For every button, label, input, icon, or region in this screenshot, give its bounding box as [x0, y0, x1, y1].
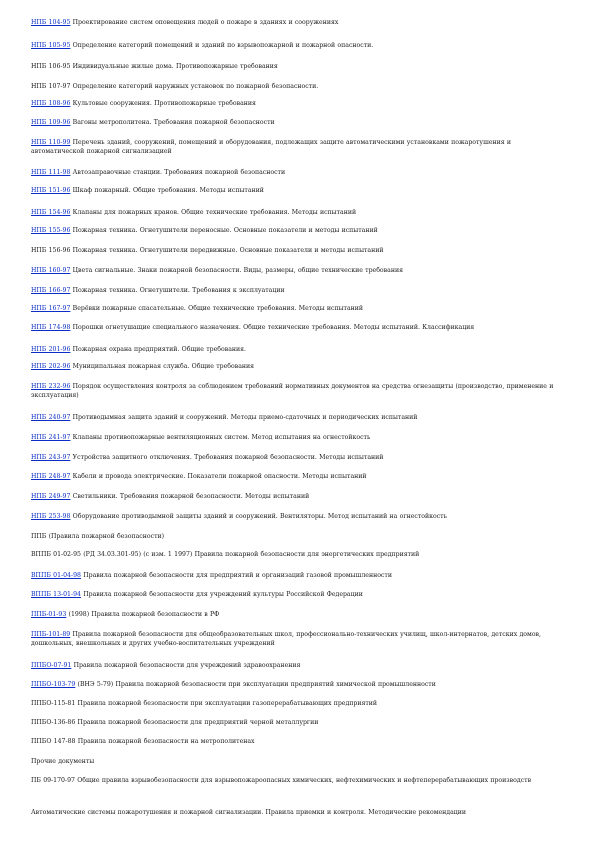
list-item	[31, 680, 563, 689]
document-title: (ВНЭ 5-79) Правила пожарной безопасности при эксплуатации предприятий химической промышленности	[75, 681, 436, 688]
list-item	[31, 590, 563, 599]
document-link[interactable]: ППБ-101-89	[31, 631, 71, 638]
document-link[interactable]: НПБ 202-96	[31, 363, 71, 370]
list-item	[31, 138, 563, 156]
list-item	[31, 550, 563, 559]
document-link[interactable]: ВППБ 13-01-94	[31, 591, 81, 598]
document-code: ППБО 147-88	[31, 738, 76, 745]
document-link[interactable]: НПБ 174-98	[31, 324, 71, 331]
list-item	[31, 208, 563, 217]
section-heading	[31, 532, 563, 541]
document-link[interactable]: НПБ 167-97	[31, 305, 71, 312]
document-link[interactable]: ППБ-01-93	[31, 611, 67, 618]
list-item	[31, 41, 563, 50]
list-item	[31, 453, 563, 462]
document-title: Перечень зданий, сооружений, помещений и оборудования, подлежащих защите автоматическими установками пожаротушения и автоматической пожарной сигнализацией	[31, 139, 512, 155]
document-title: Автоматические системы пожаротушения и пожарной сигнализации. Правила приемки и контроля. Методические рекомендации	[31, 809, 467, 816]
document-link[interactable]: НПБ 154-96	[31, 209, 71, 216]
document-title: Светильники. Требования пожарной безопасности. Методы испытаний	[70, 493, 310, 500]
document-title: Правила пожарной безопасности для предприятий и организаций газовой промышленности	[80, 572, 392, 579]
document-link[interactable]: НПБ 151-96	[31, 187, 71, 194]
document-title: (РД 34.03.301-95) (с изм. 1 1997) Правила пожарной безопасности для энергетических предприятий	[80, 551, 420, 558]
list-item	[31, 62, 563, 71]
list-item	[31, 82, 563, 91]
document-code: ПБ 09-170-97	[31, 777, 75, 784]
document-title: Автозаправочные станции. Требования пожарной безопасности	[70, 169, 286, 176]
document-title: Определение категорий наружных установок по пожарной безопасности.	[70, 83, 319, 90]
document-title: (1998) Правила пожарной безопасности в РФ	[66, 611, 220, 618]
list-item	[31, 345, 563, 354]
document-link[interactable]: ППБО-07-91	[31, 662, 72, 669]
document-link[interactable]: НПБ 104-95	[31, 19, 71, 26]
list-item	[31, 630, 563, 648]
document-title: Порядок осуществления контроля за соблюдением требований нормативных документов на средства огнезащиты (производство, применение и эксплуатация)	[31, 383, 554, 399]
document-link[interactable]: НПБ 232-96	[31, 383, 71, 390]
document-code: ВППБ 01-02-95	[31, 551, 81, 558]
document-title: Пожарная техника. Огнетушители. Требования к эксплуатации	[70, 287, 285, 294]
document-title: Цвета сигнальные. Знаки пожарной безопасности. Виды, размеры, общие технические требования	[70, 267, 403, 274]
list-item	[31, 18, 563, 27]
document-code: ППБО-136-86	[31, 719, 76, 726]
document-title: Культовые сооружения. Противопожарные требования	[70, 100, 256, 107]
document-title: Пожарная техника. Огнетушители передвижные. Основные показатели и методы испытаний	[70, 247, 384, 254]
list-item	[31, 492, 563, 501]
document-title: Индивидуальные жилые дома. Противопожарные требования	[70, 63, 278, 70]
document-link[interactable]: НПБ 110-99	[31, 139, 71, 146]
list-item	[31, 472, 563, 481]
document-link[interactable]: НПБ 111-98	[31, 169, 71, 176]
list-item	[31, 610, 563, 619]
list-item	[31, 737, 563, 746]
document-link[interactable]: НПБ 155-96	[31, 227, 71, 234]
list-item	[31, 362, 563, 371]
list-item	[31, 118, 563, 127]
document-title: Определение категорий помещений и зданий по взрывопожарной и пожарной опасности.	[70, 42, 374, 49]
list-item	[31, 304, 563, 313]
document-title: Правила пожарной безопасности для учреждений здравоохранения	[71, 662, 301, 669]
document-title: Правила пожарной безопасности на метрополитенах	[75, 738, 255, 745]
document-link[interactable]: НПБ 166-97	[31, 287, 71, 294]
document-title: Оборудование противодымной защиты зданий и сооружений. Вентиляторы. Метод испытаний на огнестойкость	[70, 513, 447, 520]
list-item	[31, 808, 563, 817]
document-link[interactable]: НПБ 105-95	[31, 42, 71, 49]
list-item	[31, 286, 563, 295]
list-item	[31, 699, 563, 708]
list-item	[31, 571, 563, 580]
document-title: Устройства защитного отключения. Требования пожарной безопасности. Методы испытаний	[70, 454, 384, 461]
document-title: Порошки огнетушащие специального назначения. Общие технические требования. Методы испытаний. Классификация	[70, 324, 475, 331]
document-link[interactable]: НПБ 160-97	[31, 267, 71, 274]
section-heading-text: Прочие документы	[31, 758, 95, 765]
document-link[interactable]: НПБ 240-97	[31, 414, 71, 421]
document-link[interactable]: НПБ 109-96	[31, 119, 71, 126]
document-title: Правила пожарной безопасности при эксплуатации газоперерабатывающих предприятий	[75, 700, 378, 707]
document-title: Клапаны для пожарных кранов. Общие технические требования. Методы испытаний	[70, 209, 357, 216]
document-title: Вагоны метрополитена. Требования пожарной безопасности	[70, 119, 275, 126]
list-item	[31, 413, 563, 422]
document-link[interactable]: НПБ 253-98	[31, 513, 71, 520]
document-code: НПБ 106-95	[31, 63, 71, 70]
document-title: Общие правила взрывобезопасности для взрывопожароопасных химических, нефтехимических и нефтеперерабатывающих производств	[74, 777, 532, 784]
document-title: Противодымная защита зданий и сооружений. Методы приемо-сдаточных и периодических испытаний	[70, 414, 418, 421]
section-heading-text: ППБ (Правила пожарной безопасности)	[31, 533, 165, 540]
list-item	[31, 382, 563, 400]
document-title: Муниципальная пожарная служба. Общие требования	[70, 363, 255, 370]
document-code: ППБО-115-81	[31, 700, 76, 707]
document-link[interactable]: НПБ 243-97	[31, 454, 71, 461]
document-title: Правила пожарной безопасности для общеобразовательных школ, профессионально-технических училищ, школ-интернатов, детских домов, дошкольных, внешкольных и других учебно-воспитательных учреждений	[31, 631, 541, 647]
section-heading	[31, 757, 563, 766]
document-link[interactable]: НПБ 108-96	[31, 100, 71, 107]
document-title: Проектирование систем оповещения людей о пожаре в зданиях и сооружениях	[70, 19, 339, 26]
list-item	[31, 168, 563, 177]
document-link[interactable]: ВППБ 01-04-98	[31, 572, 81, 579]
document-title: Правила пожарной безопасности для предприятий черной металлургии	[75, 719, 319, 726]
list-item	[31, 246, 563, 255]
document-title: Шкаф пожарный. Общие требования. Методы испытаний	[70, 187, 264, 194]
document-title: Правила пожарной безопасности для учреждений культуры Российской Федерации	[80, 591, 363, 598]
document-link[interactable]: НПБ 249-97	[31, 493, 71, 500]
document-title: Пожарная охрана предприятий. Общие требования.	[70, 346, 247, 353]
document-title: Верёвки пожарные спасательные. Общие технические требования. Методы испытаний	[70, 305, 364, 312]
list-item	[31, 661, 563, 670]
document-link[interactable]: НПБ 241-97	[31, 434, 71, 441]
list-item	[31, 718, 563, 727]
list-item	[31, 186, 563, 195]
document-code: НПБ 107-97	[31, 83, 71, 90]
document-title: Пожарная техника. Огнетушители переносные. Основные показатели и методы испытаний	[70, 227, 378, 234]
document-code: НПБ 156-96	[31, 247, 71, 254]
document-title: Клапаны противопожарные вентиляционных систем. Метод испытания на огнестойкость	[70, 434, 371, 441]
document-link[interactable]: ППБО-103-79	[31, 681, 76, 688]
list-item	[31, 99, 563, 108]
list-item	[31, 266, 563, 275]
list-item	[31, 323, 563, 332]
document-title: Кабели и провода электрические. Показатели пожарной опасности. Методы испытаний	[70, 473, 367, 480]
list-item	[31, 226, 563, 235]
list-item	[31, 433, 563, 442]
document-link[interactable]: НПБ 248-97	[31, 473, 71, 480]
list-item	[31, 512, 563, 521]
list-item	[31, 776, 563, 785]
document-link[interactable]: НПБ 201-96	[31, 346, 71, 353]
